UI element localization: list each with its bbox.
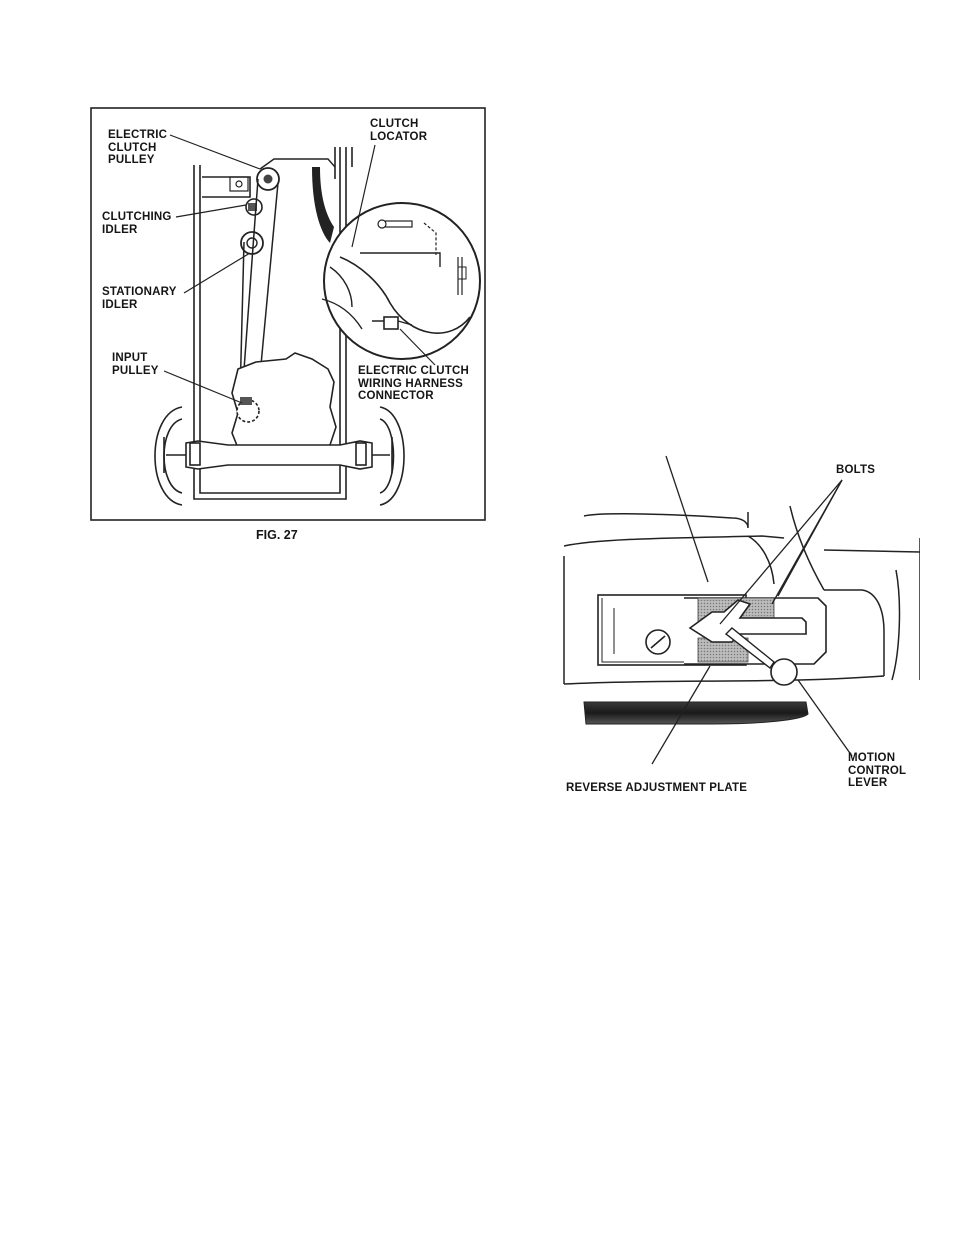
label-reverse-adjustment-plate: REVERSE ADJUSTMENT PLATE xyxy=(566,782,748,794)
label-electric-clutch-pulley: ELECTRIC CLUTCH PULLEY xyxy=(108,129,168,166)
label-bolts: BOLTS xyxy=(836,464,876,476)
label-motion-control-lever: MOTION CONTROL LEVER xyxy=(848,752,907,789)
figure-27 xyxy=(90,107,486,521)
reverse-adjustment-figure xyxy=(562,452,920,794)
label-clutching-idler: CLUTCHING IDLER xyxy=(102,211,172,236)
figure-27-illustration xyxy=(90,107,486,521)
label-electric-clutch-wiring-harness-connector: ELECTRIC CLUTCH WIRING HARNESS CONNECTOR xyxy=(358,365,469,402)
label-input-pulley: INPUT PULLEY xyxy=(112,352,159,377)
reverse-adjustment-illustration xyxy=(562,452,920,794)
figure-27-caption: FIG. 27 xyxy=(256,528,298,542)
label-clutch-locator: CLUTCH LOCATOR xyxy=(370,118,428,143)
clutching-idler-drawing xyxy=(246,199,262,215)
electric-clutch-pulley-drawing xyxy=(257,168,279,190)
label-stationary-idler: STATIONARY IDLER xyxy=(102,286,177,311)
clutch-locator-inset xyxy=(322,203,480,359)
